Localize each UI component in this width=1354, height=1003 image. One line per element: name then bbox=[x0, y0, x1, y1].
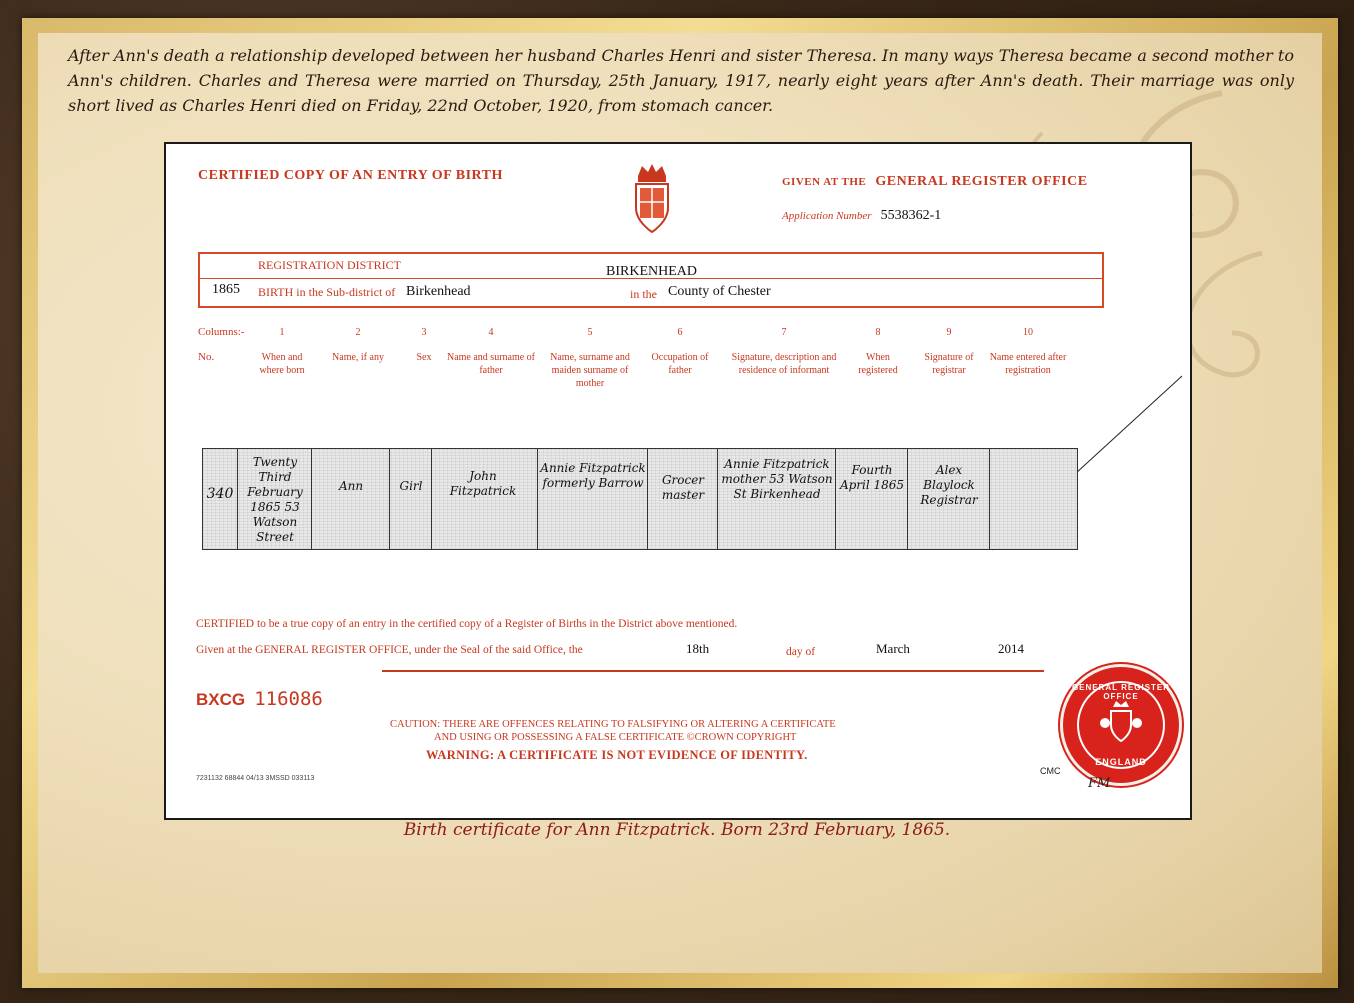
entry-when-where: Twenty Third February 1865 53 Watson Street bbox=[247, 455, 303, 544]
story-paragraph: After Ann's death a relationship developed between her husband Charles Henri and sister Theresa. In many ways Theresa became a second mother to Ann's children. Charles and Theresa were married on Thursday, 25th January, 1917, nearly eight years after Ann's death. Their marriage was only short lived as Charles Henri died on Friday, 22nd October, 1920, from stomach cancer. bbox=[68, 46, 1294, 115]
column-number: 8 bbox=[875, 327, 881, 338]
seal-top-text: GENERAL REGISTER OFFICE bbox=[1071, 683, 1171, 701]
issue-month: March bbox=[876, 641, 910, 656]
birth-year: 1865 bbox=[212, 282, 240, 297]
column-number: 2 bbox=[355, 327, 361, 338]
serial-number-row bbox=[196, 688, 323, 710]
birth-in-label: BIRTH in the Sub-district of bbox=[258, 285, 396, 299]
register-entry-row bbox=[202, 448, 1078, 550]
initials-signature: FM bbox=[1088, 776, 1111, 791]
columns-label: Columns:- bbox=[198, 326, 245, 338]
column-3-header bbox=[402, 326, 446, 364]
column-6-header bbox=[650, 326, 710, 377]
column-number: 6 bbox=[677, 327, 683, 338]
certificate-caption: Birth certificate for Ann Fitzpatrick. Born 23rd February, 1865. bbox=[403, 820, 951, 840]
entry-registrar: Alex Blaylock Registrar bbox=[920, 463, 978, 507]
royal-crest-icon bbox=[628, 162, 676, 236]
column-number: 9 bbox=[946, 327, 952, 338]
column-label: Name entered after registration bbox=[989, 352, 1067, 376]
column-4-header bbox=[446, 326, 536, 377]
birth-certificate bbox=[164, 142, 1192, 820]
district-divider bbox=[200, 278, 1102, 279]
entry-registered: Fourth April 1865 bbox=[839, 463, 905, 492]
entry-occupation: Grocer master bbox=[661, 473, 705, 502]
serial-number: 116086 bbox=[254, 688, 323, 710]
column-label: Signature, description and residence of informant bbox=[731, 352, 837, 376]
caution-line-2: AND USING OR POSSESSING A FALSE CERTIFICATE ©CROWN COPYRIGHT bbox=[434, 732, 797, 743]
print-code: 7231132 68844 04/13 3MSSD 033113 bbox=[196, 775, 315, 782]
seal-bottom-text: ENGLAND bbox=[1095, 757, 1147, 767]
column-label: Name and surname of father bbox=[446, 352, 536, 376]
application-number-row bbox=[782, 204, 941, 224]
column-9-header bbox=[916, 326, 982, 377]
column-number: 10 bbox=[1023, 327, 1033, 338]
column-number: 3 bbox=[421, 327, 427, 338]
column-8-header bbox=[850, 326, 906, 377]
registration-district: BIRKENHEAD bbox=[606, 264, 697, 279]
issue-year: 2014 bbox=[998, 641, 1024, 656]
column-number: 4 bbox=[488, 327, 494, 338]
entry-number: 340 bbox=[206, 486, 234, 502]
column-label: Name, if any bbox=[332, 352, 384, 363]
given-statement: Given at the GENERAL REGISTER OFFICE, under the Seal of the said Office, the bbox=[196, 644, 583, 656]
serial-prefix: BXCG bbox=[196, 690, 246, 709]
sub-district: Birkenhead bbox=[406, 284, 471, 299]
certified-statement: CERTIFIED to be a true copy of an entry in the certified copy of a Register of Births in the District above mentioned. bbox=[196, 618, 738, 630]
no-label: No. bbox=[198, 351, 215, 363]
entry-sex: Girl bbox=[399, 479, 423, 493]
column-label: When and where born bbox=[259, 352, 305, 376]
column-label: Occupation of father bbox=[651, 352, 709, 376]
entry-informant: Annie Fitzpatrick mother 53 Watson St Birkenhead bbox=[721, 457, 833, 501]
column-1-header bbox=[252, 326, 312, 377]
column-10-header bbox=[986, 326, 1070, 377]
column-label: Signature of registrar bbox=[924, 352, 974, 376]
signature-rule bbox=[382, 670, 1044, 672]
entry-mother: Annie Fitzpatrick formerly Barrow bbox=[540, 461, 646, 490]
column-label: Name, surname and maiden surname of mother bbox=[550, 352, 630, 389]
registration-district-label: REGISTRATION DISTRICT bbox=[258, 258, 401, 272]
given-at-prefix: GIVEN AT THE bbox=[782, 176, 867, 188]
column-number: 7 bbox=[781, 327, 787, 338]
column-label: Sex bbox=[416, 352, 432, 363]
day-of-label: day of bbox=[786, 646, 816, 658]
certificate-title: CERTIFIED COPY OF AN ENTRY OF BIRTH bbox=[198, 168, 503, 183]
given-at-office: GENERAL REGISTER OFFICE bbox=[875, 174, 1088, 189]
application-number: 5538362-1 bbox=[880, 208, 942, 223]
column-number: 5 bbox=[587, 327, 593, 338]
cmc-mark: CMC bbox=[1040, 766, 1061, 776]
column-number: 1 bbox=[279, 327, 285, 338]
given-at-heading bbox=[782, 170, 1088, 190]
general-register-office-seal bbox=[1060, 664, 1182, 786]
entry-name: Ann bbox=[338, 479, 364, 493]
county: County of Chester bbox=[668, 284, 771, 299]
column-2-header bbox=[326, 326, 390, 364]
column-7-header bbox=[722, 326, 846, 377]
registration-district-box bbox=[198, 252, 1104, 308]
warning-text: WARNING: A CERTIFICATE IS NOT EVIDENCE OF IDENTITY. bbox=[426, 748, 808, 762]
entry-father: John Fitzpatrick bbox=[449, 469, 517, 498]
column-label: When registered bbox=[858, 352, 898, 376]
column-5-header bbox=[542, 326, 638, 390]
royal-arms-icon bbox=[1099, 701, 1143, 745]
caution-line-1: CAUTION: THERE ARE OFFENCES RELATING TO FALSIFYING OR ALTERING A CERTIFICATE bbox=[390, 719, 836, 730]
application-label: Application Number bbox=[782, 210, 872, 222]
issue-day: 18th bbox=[686, 641, 710, 656]
in-the-label: in the bbox=[630, 287, 657, 301]
